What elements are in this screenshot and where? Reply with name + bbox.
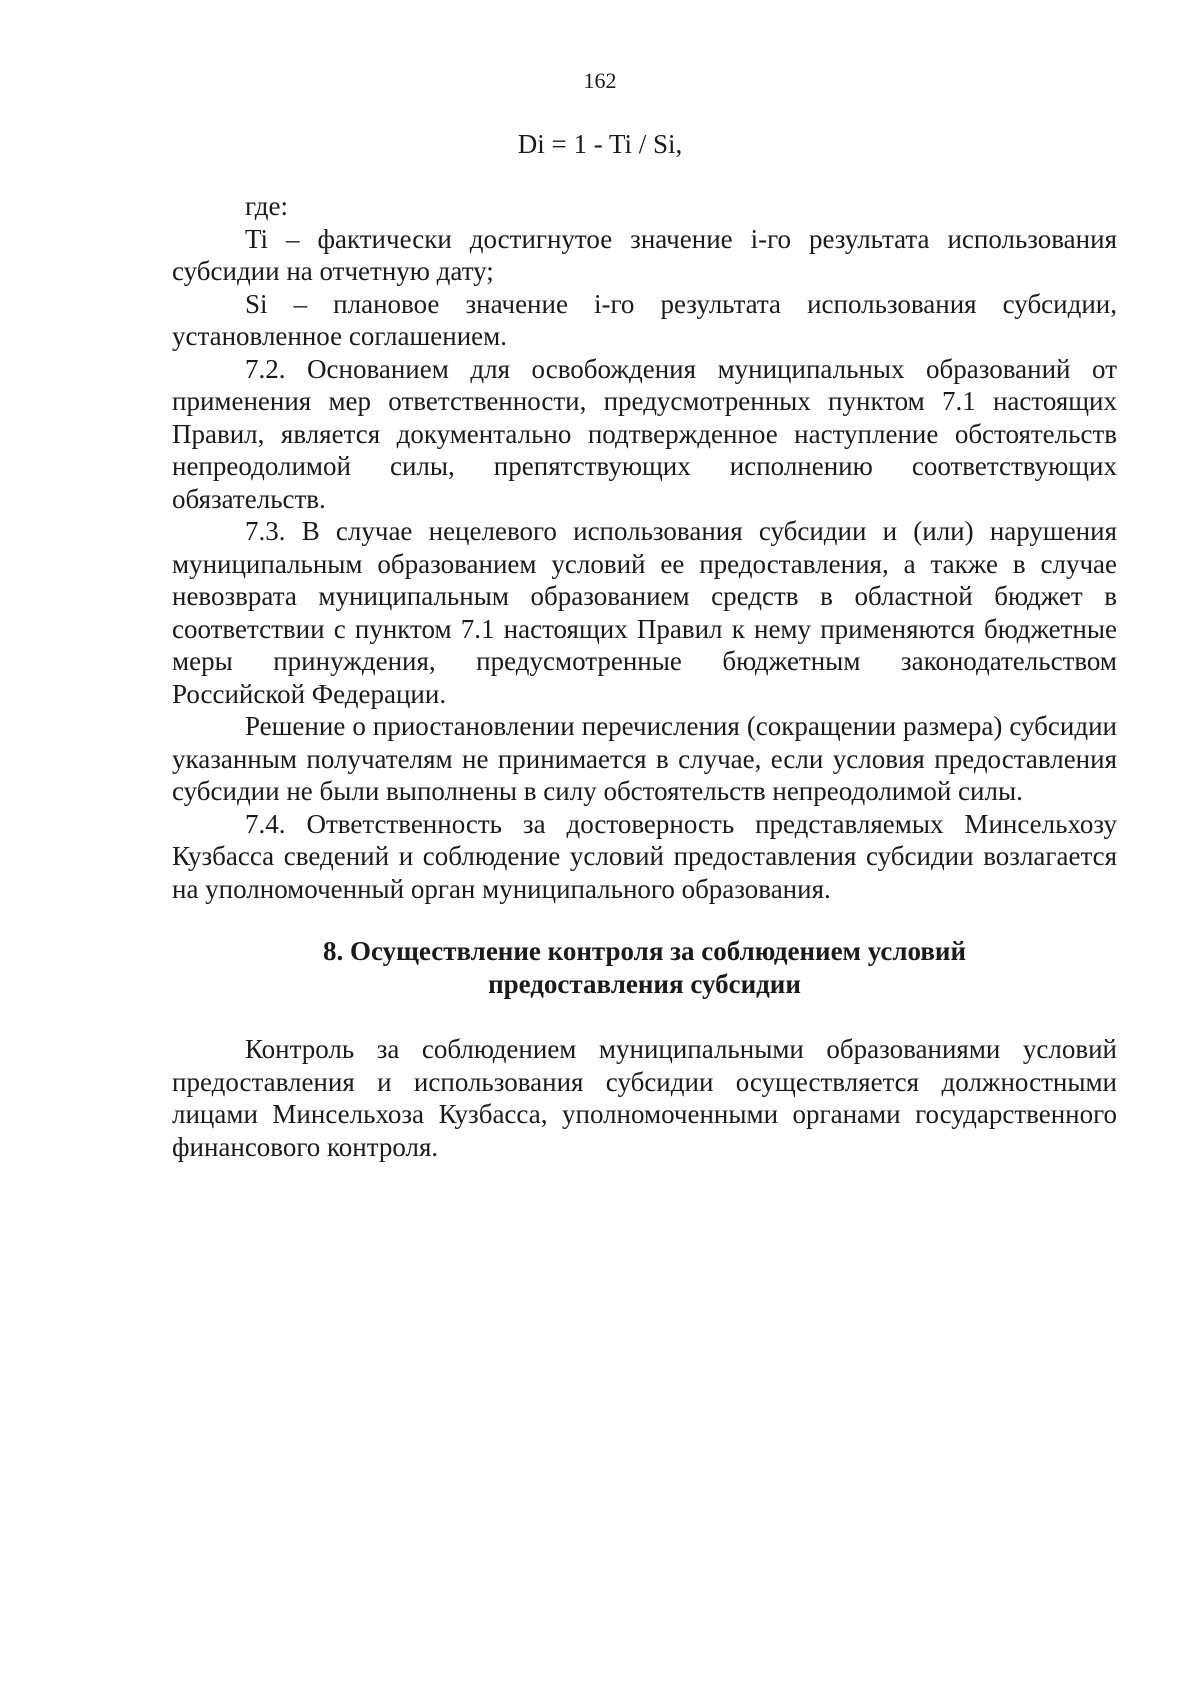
section-heading — [172, 935, 1117, 1001]
paragraph: 7.2. Основанием для освобождения муниципальных образований от применения мер ответственности, предусмотренных пунктом 7.1 настоящих Правил, является документально подтвержденное наступление обстоятельств непреодолимой силы, препятствующих исполнению соответствующих обязательств. — [172, 353, 1117, 514]
paragraph: Si – плановое значение i-го результата использования субсидии, установленное соглашением. — [172, 288, 1117, 351]
paragraph: Решение о приостановлении перечисления (сокращении размера) субсидии указанным получателям не принимается в случае, если условия предоставления субсидии не были выполнены в силу обстоятельств непреодолимой силы. — [172, 711, 1117, 806]
paragraph: Ti – фактически достигнутое значение i-го результата использования субсидии на отчетную дату; — [172, 223, 1117, 286]
paragraph: 7.3. В случае нецелевого использования субсидии и (или) нарушения муниципальным образованием условий ее предоставления, а также в случае невозврата муниципальным образованием средств в областной бюджет в соответствии с пунктом 7.1 настоящих Правил к нему применяются бюджетные меры принуждения, предусмотренные бюджетным законодательством Российской Федерации. — [172, 516, 1117, 709]
formula: Di = 1 - Ti / Si, — [517, 129, 683, 159]
paragraph: где: — [245, 191, 288, 221]
paragraph: Контроль за соблюдением муниципальными образованиями условий предоставления и использования субсидии осуществляется должностными лицами Минсельхоза Кузбасса, уполномоченными органами государственного финансового контроля. — [172, 1034, 1117, 1162]
page-number: 162 — [583, 68, 617, 93]
document-body — [172, 190, 1117, 1163]
paragraph: 7.4. Ответственность за достоверность представляемых Минсельхозу Кузбасса сведений и соблюдение условий предоставления субсидии возлагается на уполномоченный орган муниципального образования. — [172, 808, 1117, 904]
section-heading-line: предоставления субсидии — [488, 969, 801, 999]
section-heading-line: 8. Осуществление контроля за соблюдением условий — [322, 936, 967, 966]
